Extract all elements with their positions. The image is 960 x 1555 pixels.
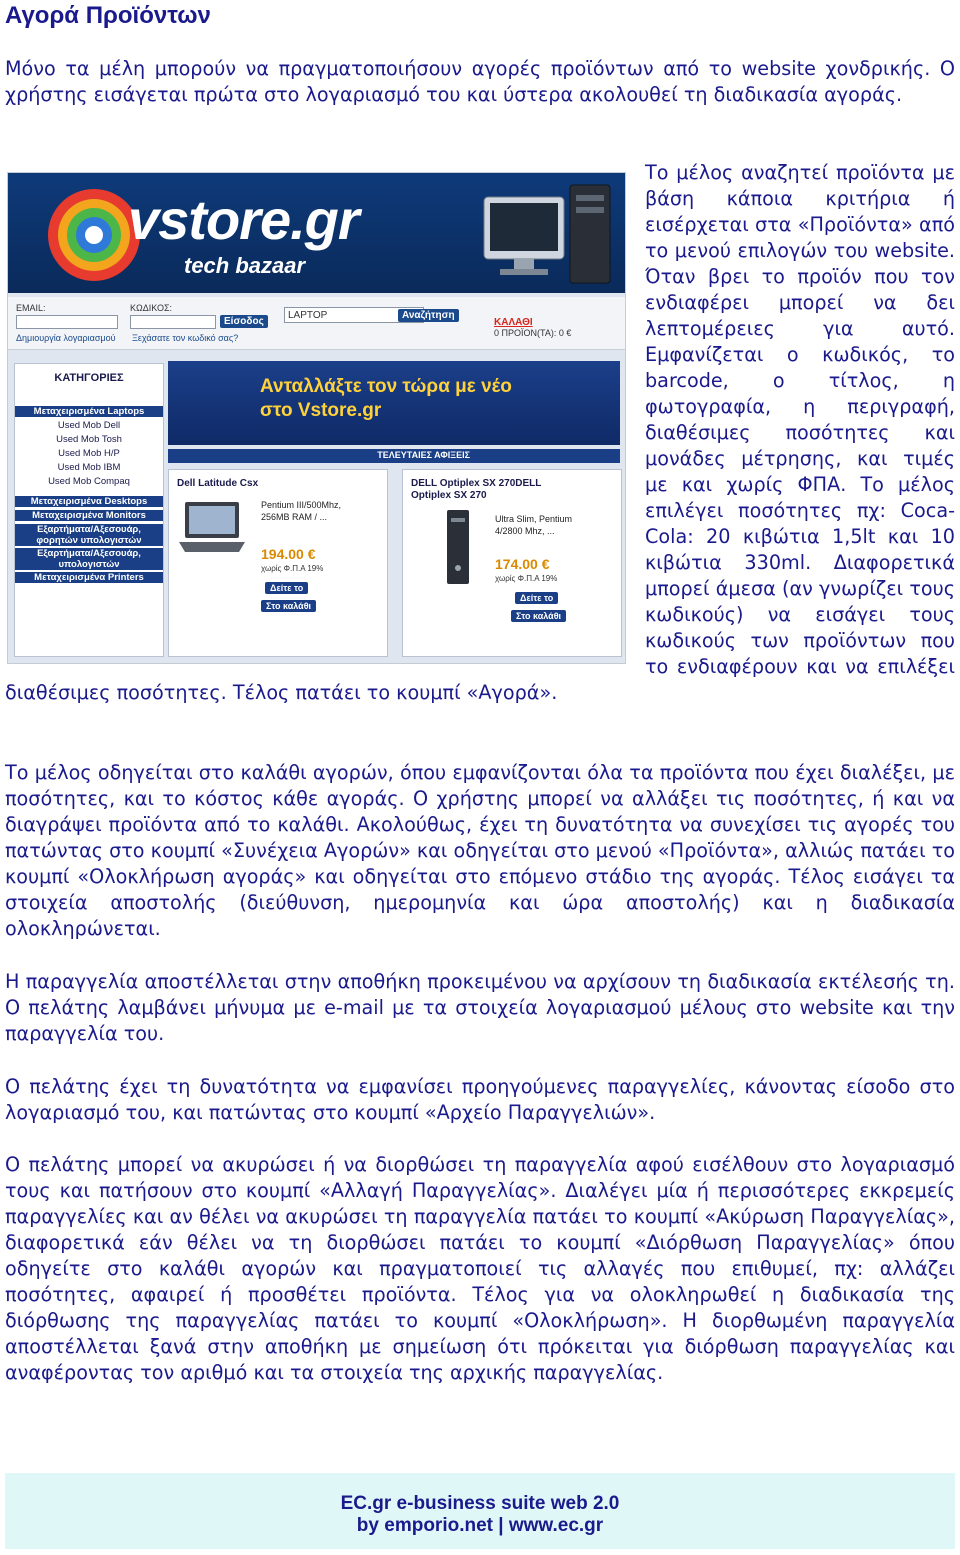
- categories-sidebar: [14, 363, 164, 657]
- computer-icon: [478, 179, 618, 289]
- email-field[interactable]: [16, 315, 118, 329]
- forgot-password-link[interactable]: Ξεχάσατε τον κωδικό σας?: [132, 333, 239, 343]
- new-arrivals-bar: [168, 449, 620, 463]
- product-card: [168, 469, 388, 657]
- product-vat: χωρίς Φ.Π.Α 19%: [495, 574, 558, 583]
- promo-banner[interactable]: [168, 361, 620, 445]
- search-input[interactable]: LAPTOP: [284, 307, 424, 323]
- category-item[interactable]: Εξαρτήματα/Αξεσουάρ, φορητών υπολογιστών: [15, 524, 163, 546]
- view-product-button[interactable]: Δείτε το: [515, 592, 558, 604]
- store-tagline: tech bazaar: [184, 253, 306, 278]
- category-item[interactable]: Used Mob H/P: [58, 448, 120, 459]
- cart-label: ΚΑΛΑΘΙ: [494, 317, 533, 328]
- category-item[interactable]: Μεταχειρισμένα Monitors: [15, 510, 163, 521]
- category-item[interactable]: Μεταχειρισμένα Printers: [15, 572, 163, 583]
- laptop-image-icon: [177, 498, 247, 560]
- product-spec: 256MB RAM / ...: [261, 512, 328, 522]
- store-screenshot: [7, 172, 626, 664]
- product-vat: χωρίς Φ.Π.Α 19%: [261, 564, 324, 573]
- register-link[interactable]: Δημιουργία λογαριασμού: [16, 333, 116, 343]
- category-item[interactable]: Used Mob Dell: [57, 420, 121, 431]
- footer-line-product: EC.gr e-business suite web 2.0: [340, 1493, 620, 1514]
- product-title[interactable]: Dell Latitude Csx: [177, 478, 259, 489]
- product-spec: Ultra Slim, Pentium: [495, 514, 573, 524]
- banner-text: Ανταλλάξτε τον τώρα με νέο στο Vstore.gr: [260, 376, 512, 421]
- product-spec: Pentium III/500Mhz,: [261, 500, 342, 510]
- product-price: 174.00 €: [495, 556, 550, 572]
- product-spec: 4/2800 Mhz, ...: [495, 526, 555, 536]
- category-item[interactable]: Εξαρτήματα/Αξεσουάρ, υπολογιστών: [15, 548, 163, 570]
- product-search-section: [5, 160, 955, 706]
- password-field[interactable]: [130, 315, 216, 329]
- product-title-line: Optiplex SX 270: [411, 490, 487, 501]
- product-title-line: DELL Optiplex SX 270DELL: [411, 478, 542, 489]
- cancel-paragraph: Ο πελάτης μπορεί να ακυρώσει ή να διορθώσει τη παραγγελία αφού εισέλθουν στο λογαριασμό τους και πατήσουν στο κουμπί «Αλλαγή Παραγγελίας». Διαλέγει μία ή περισσότερες εκκρεμείς παραγγελίες και αν θέλει να ακυρώσει τη παραγγελία πατάει το κουμπί «Ακύρωση Παραγγελίας», διαφορετικά εάν θέλει να τη διορθώσει πατάει το κουμπί «Διόρθωση Παραγγελίας» όπου οδηγείτε στο καλάθι αγορών και πραγματοποιεί τις αλλαγές που επιθυμεί, πχ: αλλάζει ποσότητες, αφαιρεί ή προσθέτει προϊόντα. Τέλος για να ολοκληρωθεί η διαδικασία της διόρθωσης της παραγγελίας πατάει το κουμπί «Ολοκλήρωση». Η διορθωμένη παραγγελία αποστέλλεται ξανά στην αποθήκη με σημείωση ότι πρόκειται για διόρθωση παραγγελίας και αναφέροντας τον αριθμό και τα στοιχεία της αρχικής παραγγελίας.: [5, 1153, 955, 1384]
- category-item[interactable]: Μεταχειρισμένα Desktops: [15, 496, 163, 507]
- footer: [5, 1473, 955, 1549]
- password-label: ΚΩΔΙΚΟΣ:: [130, 303, 173, 313]
- product-title[interactable]: [411, 478, 541, 502]
- history-paragraph: Ο πελάτης έχει τη δυνατότητα να εμφανίσει προηγούμενες παραγγελίες, κάνοντας είσοδο στο λογαριασμό του, και πατώντας στο κουμπί «Αρχείο Παραγγελιών».: [5, 1075, 955, 1124]
- add-to-cart-button[interactable]: Στο καλάθι: [511, 610, 566, 622]
- view-product-button[interactable]: Δείτε το: [265, 582, 308, 594]
- footer-line-credits: by emporio.net | www.ec.gr: [356, 1515, 604, 1536]
- add-to-cart-button[interactable]: Στο καλάθι: [261, 600, 316, 612]
- cart-widget[interactable]: [494, 317, 571, 338]
- store-header: [8, 173, 625, 293]
- intro-paragraph: Μόνο τα μέλη μπορούν να πραγματοποιήσουν αγορές προϊόντων από το website χονδρικής. Ο χρήστης εισάγεται πρώτα στο λογαριασμό του και ύστερα ακολουθεί τη διαδικασία αγοράς.: [5, 57, 955, 106]
- new-arrivals-label: ΤΕΛΕΥΤΑΙΕΣ ΑΦΙΞΕΙΣ: [377, 450, 470, 460]
- search-button[interactable]: Αναζήτηση: [398, 309, 459, 322]
- order-paragraph: Η παραγγελία αποστέλλεται στην αποθήκη προκειμένου να αρχίσουν τη διαδικασία εκτέλεσής τη. Ο πελάτης λαμβάνει μήνυμα με e-mail με τα στοιχεία λογαριασμού μέλους στο website και την παραγγελία του.: [5, 970, 955, 1045]
- email-label: EMAIL:: [16, 303, 46, 313]
- category-item[interactable]: Used Mob IBM: [57, 462, 121, 473]
- category-item[interactable]: Used Mob Tosh: [56, 434, 122, 445]
- store-logo: vstore.gr: [128, 188, 359, 251]
- category-item[interactable]: Used Mob Compaq: [48, 476, 130, 487]
- login-button[interactable]: Είσοδος: [220, 315, 268, 328]
- page-title: Αγορά Προϊόντων: [5, 2, 211, 29]
- cart-paragraph: Το μέλος οδηγείται στο καλάθι αγορών, όπου εμφανίζονται όλα τα προϊόντα που έχει διαλέξει, με ποσότητες, και το κόστος κάθε αγοράς. Ο χρήστης μπορεί να αλλάξει τις ποσότητες, ή και να διαγράψει προϊόντα από το καλάθι. Ακολούθως, έχει τη δυνατότητα να συνεχίσει τις αγορές του πατώντας στο κουμπί «Συνέχεια Αγορών» και οδηγείται στο μενού «Προϊόντα», αλλιώς πατάει το κουμπί «Ολοκλήρωση αγοράς» και οδηγείται στο επόμενο στάδιο της αγοράς. Τέλος εισάγει τα στοιχεία αποστολής (διεύθυνση, ημερομηνία και ώρα αποστολής) και η διαδικασία ολοκληρώνεται.: [5, 761, 956, 940]
- product-card: [402, 469, 622, 657]
- product-price: 194.00 €: [261, 546, 316, 562]
- cart-count: 0 ΠΡΟΪΟΝ(ΤΑ): 0 €: [494, 328, 572, 338]
- category-item[interactable]: Μεταχειρισμένα Laptops: [15, 406, 163, 417]
- categories-title: ΚΑΤΗΓΟΡΙΕΣ: [54, 372, 124, 384]
- product-search-paragraph: Το μέλος αναζητεί προϊόντα με βάση κάποια κριτήρια ή εισέρχεται στα «Προϊόντα» από το μενού επιλογών του website. Όταν βρει το προϊόν που τον ενδιαφέρει μπορεί να δει λεπτομέρειες για αυτό. Εμφανίζεται ο κωδικός, το barcode, ο τίτλος, η φωτογραφία, η περιγραφή, διαθέσιμες ποσότητες και μονάδες μέτρησης, και τιμές με και χωρίς ΦΠΑ. Το μέλος επιλέγει ποσότητες πχ: Coca-Cola: 20 κιβώτια 1,5lt και 10 κιβώτια 330ml. Διαφορετικά μπορεί άμεσα (αν γνωρίζει τους κωδικούς) να εισάγει τους κωδικούς των προϊόντων που το ενδιαφέρουν και να επιλέξει διαθέσιμες ποσότητες. Τέλος πατάει το κουμπί «Αγορά».: [5, 161, 955, 704]
- desktop-tower-icon: [443, 508, 473, 588]
